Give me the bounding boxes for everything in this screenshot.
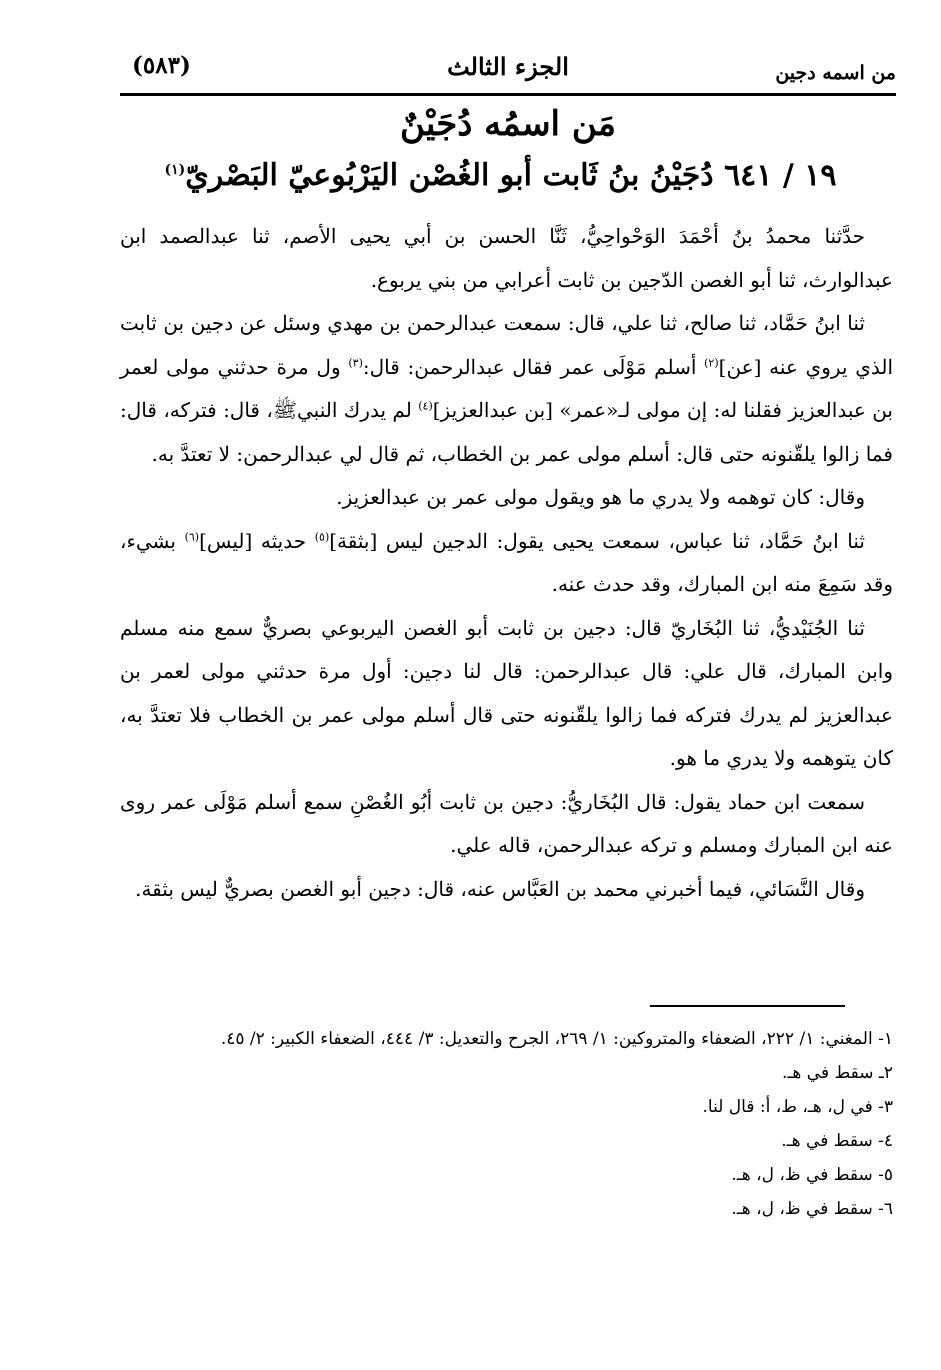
body-text xyxy=(120,215,893,995)
paragraph xyxy=(120,607,893,781)
running-header-section: من اسمه دجين xyxy=(775,62,896,84)
text-run: لم يدرك النبيﷺ، قال: فتركه، قال: فما زالوا يلقّنونه حتى قال: أسلم مولى عمر بن الخطاب، ثم قال لي عبدالرحمن: لا تعتدَّ به. xyxy=(120,398,893,466)
running-header xyxy=(120,46,896,90)
text-run: حدَّثنا محمدُ بنُ أحْمَدَ الوَحْواحِيُّ، ثَنَّا الحسن بن أبي يحيى الأصم، ثنا عبدالصمد ابن عبدالوارث، ثنا أبو الغصن الدّجين بن ثابت أعرابي من بني يربوع. xyxy=(120,224,893,292)
running-header-volume: الجزء الثالث xyxy=(447,52,569,81)
text-run: وقال: كان توهمه ولا يدري ما هو ويقول مولى عمر بن عبدالعزيز. xyxy=(336,485,865,509)
footnote-ref: (٥) xyxy=(314,529,330,543)
footnote-ref: (٦) xyxy=(184,529,200,543)
footnote-ref: (٤) xyxy=(418,399,433,413)
text-run: ثنا ابنُ حَمَّاد، ثنا عباس، سمعت يحيى يقول: الدجين ليس [بثقة] xyxy=(329,528,865,553)
paragraph xyxy=(120,476,893,520)
entry-title-text: ١٩ / ٦٤١ دُجَيْنُ بنُ ثَابت أبو الغُصْن اليَرْبُوعيّ البَصْريّ xyxy=(185,158,837,193)
chapter-title: مَن اسمُه دُجَيْنٌ xyxy=(400,104,616,144)
paragraph xyxy=(120,302,893,476)
header-divider xyxy=(120,93,896,96)
text-run: ثنا ابنُ حَمَّاد، ثنا صالح، ثنا علي، قال: سمعت عبدالرحمن بن مهدي وسئل عن دجين بن ثابت الذي يروي عنه [عن] xyxy=(120,311,894,379)
paragraph xyxy=(120,215,893,302)
text-run: حديثه [ليس] xyxy=(199,528,315,553)
entry-title xyxy=(120,158,881,193)
text-run: أسلم مَوْلَى عمر فقال عبدالرحمن: قال: xyxy=(362,354,705,379)
page-number: (٥٨٣) xyxy=(132,52,191,79)
footnote-ref: (٢) xyxy=(704,355,719,369)
footnotes xyxy=(120,1022,893,1226)
paragraph xyxy=(120,781,893,868)
paragraph xyxy=(120,520,893,607)
paragraph xyxy=(120,868,893,912)
footnote: ٥- سقط في ظ، ل، هـ. xyxy=(731,1165,893,1185)
footnote: ٤- سقط في هـ. xyxy=(781,1131,893,1151)
entry-title-note-ref: (١) xyxy=(164,162,186,178)
footnote: ١- المغني: ١/ ٢٢٢، الضعفاء والمتروكين: ١/ ٢٦٩، الجرح والتعديل: ٣/ ٤٤٤، الضعفاء الكبير: ٢/ ٤٥. xyxy=(220,1029,893,1049)
footnote: ٦- سقط في ظ، ل، هـ. xyxy=(731,1199,893,1219)
text-run: ثنا الجُنَيْديُّ، ثنا البُخَاريّ قال: دجين بن ثابت أبو الغصن اليربوعي بصريٌّ سمع منه مسلم وابن المبارك، قال علي: قال عبدالرحمن: قال لنا دجين: أول مرة حدثني مولى لعمر بن عبدالعزيز لم يدرك فتركه فما زالوا يلقّنونه حتى قال أسلم مولى عمر بن الخطاب فلا تعتدَّ به، كان يتوهمه ولا يدري ما هو. xyxy=(120,615,893,770)
footnote: ٢ـ سقط في هـ. xyxy=(782,1063,893,1083)
footnote-ref: (٣) xyxy=(348,355,363,369)
text-run: وقال النَّسَائي، فيما أخبرني محمد بن العَبَّاس عنه، قال: دجين أبو الغصن بصريٌّ ليس بثقة. xyxy=(135,876,865,901)
footnote: ٣- في ل، هـ، ط، أ: قال لنا. xyxy=(702,1097,893,1117)
text-run: بشيء، وقد سَمِعَ منه ابن المبارك، وقد حدث عنه. xyxy=(120,528,893,596)
text-run: سمعت ابن حماد يقول: قال البُخَاريُّ: دجين بن ثابت أبُو الغُصْنِ سمع أسلم مَوْلَى عمر روى عنه ابن المبارك ومسلم و تركه عبدالرحمن، قاله علي. xyxy=(120,789,893,857)
text-run: ول مرة حدثني مولى لعمر بن عبدالعزيز فقلنا له: إن مولى لـ«عمر» [بن عبدالعزيز] xyxy=(120,354,893,422)
footnote-divider xyxy=(650,1005,845,1007)
